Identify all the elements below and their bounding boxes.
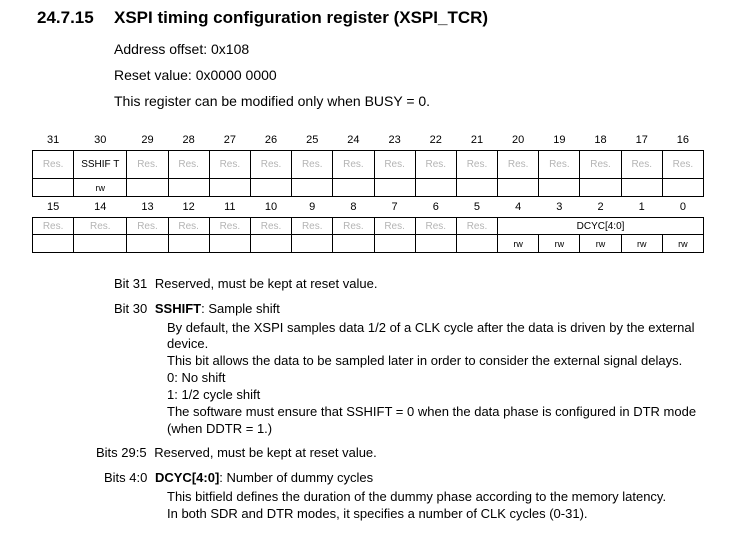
bit-number: 8 <box>350 201 357 213</box>
field-title: : Number of dummy cycles <box>219 470 374 485</box>
section-heading <box>37 8 488 28</box>
lower-bit-numbers <box>33 197 704 218</box>
bit-label: Bit 30 <box>114 301 148 316</box>
description-line: device. <box>167 336 209 351</box>
bit-label: Bits 29:5 <box>96 445 147 460</box>
access-type: rw <box>580 235 621 253</box>
reserved-field: Res. <box>374 151 415 179</box>
access-type: rw <box>662 235 703 253</box>
bit-number: 11 <box>224 201 236 213</box>
bit-number: 10 <box>264 201 278 213</box>
bit-text: Reserved, must be kept at reset value. <box>154 445 377 460</box>
bit-number: 6 <box>432 201 439 213</box>
dcyc-field: DCYC[4:0] <box>498 218 704 235</box>
bit-number: 16 <box>676 134 690 146</box>
field-name: DCYC[4:0] <box>154 470 220 485</box>
bit-number: 7 <box>391 201 398 213</box>
access-type: rw <box>621 235 662 253</box>
reserved-field: Res. <box>621 151 662 179</box>
bit-number: 18 <box>594 134 607 146</box>
access-type: rw <box>74 179 127 197</box>
reserved-field: Res. <box>415 218 456 235</box>
bit-number: 15 <box>46 201 60 213</box>
description-line: 1: 1/2 cycle shift <box>167 387 261 402</box>
upper-access-row <box>33 179 704 197</box>
description-line: This bit allows the data to be sampled later in order to consider the external signal delays. <box>167 353 683 368</box>
bit-number: 5 <box>473 201 481 213</box>
lower-access-row <box>33 235 704 253</box>
modify-note: This register can be modified only when BUSY = 0. <box>114 93 431 109</box>
bit-number: 12 <box>182 201 195 213</box>
reserved-field: Res. <box>209 218 250 235</box>
bit-number: 31 <box>46 134 60 146</box>
description-line: (when DDTR = 1.) <box>167 421 273 436</box>
bit-number: 23 <box>388 134 401 146</box>
reset-value: Reset value: 0x0000 0000 <box>114 67 277 83</box>
reserved-field: Res. <box>33 151 74 179</box>
reserved-field: Res. <box>580 151 621 179</box>
bit-number: 27 <box>223 134 236 146</box>
description-line: This bitfield defines the duration of the dummy phase according to the memory latency. <box>167 489 667 504</box>
bit-number: 26 <box>264 134 278 146</box>
reserved-field: Res. <box>662 151 703 179</box>
reserved-field: Res. <box>74 218 127 235</box>
access-type: rw <box>498 235 539 253</box>
section-title: XSPI timing configuration register (XSPI_TCR) <box>114 8 489 27</box>
reserved-field: Res. <box>292 151 333 179</box>
bit-number: 28 <box>182 134 195 146</box>
address-offset: Address offset: 0x108 <box>114 41 250 57</box>
field-name: SSHIFT <box>154 301 202 316</box>
bit-number: 0 <box>679 201 686 213</box>
bit-number: 14 <box>94 201 107 213</box>
reserved-field: Res. <box>292 218 333 235</box>
bit-number: 19 <box>553 134 566 146</box>
bit-number: 29 <box>141 134 154 146</box>
description-line: In both SDR and DTR modes, it specifies a number of CLK cycles (0-31). <box>167 506 588 521</box>
bit-number: 17 <box>635 134 648 146</box>
description-line: The software must ensure that SSHIFT = 0 when the data phase is configured in DTR mode <box>167 404 697 419</box>
bits4-0-description <box>104 470 373 485</box>
bit-number: 21 <box>470 134 484 146</box>
lower-field-names <box>33 218 704 235</box>
upper-bit-numbers <box>33 130 704 151</box>
bit-number: 13 <box>141 201 154 213</box>
reserved-field: Res. <box>168 151 209 179</box>
reserved-field: Res. <box>209 151 250 179</box>
bit-number: 22 <box>429 134 442 146</box>
reserved-field: Res. <box>539 151 580 179</box>
reserved-field: Res. <box>415 151 456 179</box>
field-title: : Sample shift <box>201 301 280 316</box>
bit-number: 2 <box>597 201 604 213</box>
reserved-field: Res. <box>456 151 497 179</box>
bit-number: 3 <box>556 201 563 213</box>
reserved-field: Res. <box>127 151 168 179</box>
reserved-field: Res. <box>498 151 539 179</box>
register-bit-table <box>32 130 704 253</box>
reserved-field: Res. <box>250 151 291 179</box>
section-number: 24.7.15 <box>37 8 94 27</box>
bit-number: 20 <box>512 134 525 146</box>
bit31-description <box>114 276 377 291</box>
sshift-field: SSHIF T <box>74 151 127 179</box>
bit-number: 30 <box>94 134 107 146</box>
reserved-field: Res. <box>333 151 374 179</box>
reserved-field: Res. <box>33 218 74 235</box>
access-type: rw <box>539 235 580 253</box>
reserved-field: Res. <box>168 218 209 235</box>
bit-number: 4 <box>515 201 522 213</box>
reserved-field: Res. <box>127 218 168 235</box>
bit-number: 24 <box>347 134 360 146</box>
bit-text: Reserved, must be kept at reset value. <box>154 276 378 291</box>
description-line: By default, the XSPI samples data 1/2 of a CLK cycle after the data is driven by the external <box>167 320 695 335</box>
bit-label: Bits 4:0 <box>104 470 148 485</box>
reserved-field: Res. <box>374 218 415 235</box>
reserved-field: Res. <box>333 218 374 235</box>
bit-number: 25 <box>306 134 319 146</box>
bit30-description <box>114 301 280 316</box>
bit-label: Bit 31 <box>114 276 148 291</box>
reserved-field: Res. <box>456 218 497 235</box>
bits29-5-description <box>96 445 377 460</box>
bit-number: 9 <box>309 201 316 213</box>
reserved-field: Res. <box>250 218 291 235</box>
upper-field-names <box>33 151 704 179</box>
bit-number: 1 <box>638 201 645 213</box>
description-line: 0: No shift <box>167 370 226 385</box>
